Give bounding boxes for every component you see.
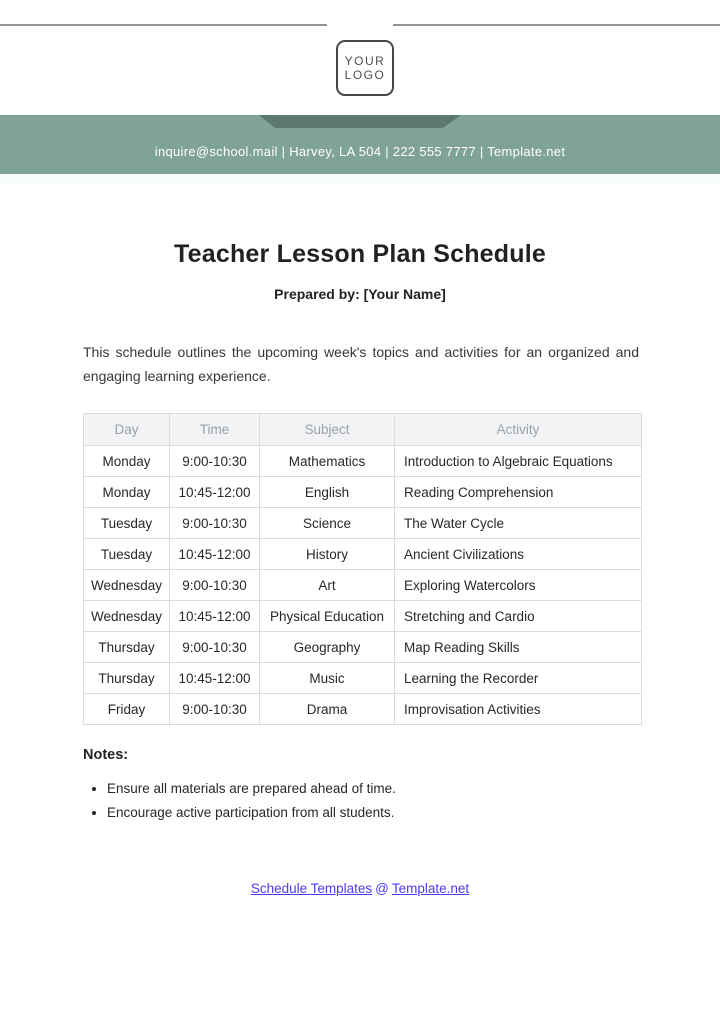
cell-subject: Art xyxy=(260,570,395,601)
table-row xyxy=(84,694,642,725)
cell-day: Tuesday xyxy=(84,508,170,539)
cell-day: Wednesday xyxy=(84,570,170,601)
cell-subject: Mathematics xyxy=(260,446,395,477)
cell-activity: Introduction to Algebraic Equations xyxy=(395,446,642,477)
cell-time: 10:45-12:00 xyxy=(170,539,260,570)
logo-text-line1: YOUR xyxy=(344,54,386,68)
cell-time: 9:00-10:30 xyxy=(170,632,260,663)
table-header-row xyxy=(84,414,642,446)
cell-time: 10:45-12:00 xyxy=(170,663,260,694)
column-header-day: Day xyxy=(84,414,170,446)
page-title: Teacher Lesson Plan Schedule xyxy=(174,240,546,268)
footer-separator: @ xyxy=(375,881,389,896)
table-row xyxy=(84,539,642,570)
cell-time: 9:00-10:30 xyxy=(170,694,260,725)
cell-subject: Science xyxy=(260,508,395,539)
cell-subject: History xyxy=(260,539,395,570)
table-row xyxy=(84,446,642,477)
cell-time: 10:45-12:00 xyxy=(170,477,260,508)
note-item: • Ensure all materials are prepared ahead of time. xyxy=(107,777,639,801)
top-divider-left xyxy=(0,24,327,26)
band-notch-decoration xyxy=(259,115,461,128)
cell-time: 9:00-10:30 xyxy=(170,508,260,539)
footer-attribution xyxy=(0,881,720,896)
column-header-subject: Subject xyxy=(260,414,395,446)
band-underglow xyxy=(0,174,720,184)
logo-text-line2: LOGO xyxy=(344,68,386,82)
cell-activity: Reading Comprehension xyxy=(395,477,642,508)
cell-activity: Stretching and Cardio xyxy=(395,601,642,632)
logo-placeholder xyxy=(336,40,394,96)
schedule-templates-link[interactable]: Schedule Templates xyxy=(250,881,373,896)
table-row xyxy=(84,663,642,694)
cell-day: Thursday xyxy=(84,663,170,694)
notes-list xyxy=(83,777,639,825)
contact-info-text: inquire@school.mail | Harvey, LA 504 | 222 555 7777 | Template.net xyxy=(154,143,566,159)
cell-activity: Ancient Civilizations xyxy=(395,539,642,570)
cell-activity: Map Reading Skills xyxy=(395,632,642,663)
table-row xyxy=(84,601,642,632)
schedule-table xyxy=(83,413,642,725)
cell-activity: Learning the Recorder xyxy=(395,663,642,694)
cell-subject: Physical Education xyxy=(260,601,395,632)
notes-heading: Notes: xyxy=(83,747,129,763)
cell-day: Thursday xyxy=(84,632,170,663)
table-row xyxy=(84,570,642,601)
table-row xyxy=(84,632,642,663)
cell-day: Monday xyxy=(84,446,170,477)
cell-time: 10:45-12:00 xyxy=(170,601,260,632)
top-divider-right xyxy=(393,24,720,26)
cell-day: Monday xyxy=(84,477,170,508)
table-row xyxy=(84,508,642,539)
cell-time: 9:00-10:30 xyxy=(170,446,260,477)
intro-paragraph: This schedule outlines the upcoming week's topics and activities for an organized and engaging learning experience. xyxy=(83,344,639,384)
cell-day: Friday xyxy=(84,694,170,725)
column-header-time: Time xyxy=(170,414,260,446)
notes-section xyxy=(83,747,639,825)
cell-activity: Improvisation Activities xyxy=(395,694,642,725)
cell-subject: English xyxy=(260,477,395,508)
cell-activity: Exploring Watercolors xyxy=(395,570,642,601)
cell-activity: The Water Cycle xyxy=(395,508,642,539)
cell-day: Wednesday xyxy=(84,601,170,632)
cell-subject: Drama xyxy=(260,694,395,725)
cell-day: Tuesday xyxy=(84,539,170,570)
cell-time: 9:00-10:30 xyxy=(170,570,260,601)
cell-subject: Music xyxy=(260,663,395,694)
prepared-by-line: Prepared by: [Your Name] xyxy=(274,286,446,302)
template-net-link[interactable]: Template.net xyxy=(391,881,470,896)
cell-subject: Geography xyxy=(260,632,395,663)
column-header-activity: Activity xyxy=(395,414,642,446)
note-item: • Encourage active participation from all students. xyxy=(107,801,639,825)
table-row xyxy=(84,477,642,508)
